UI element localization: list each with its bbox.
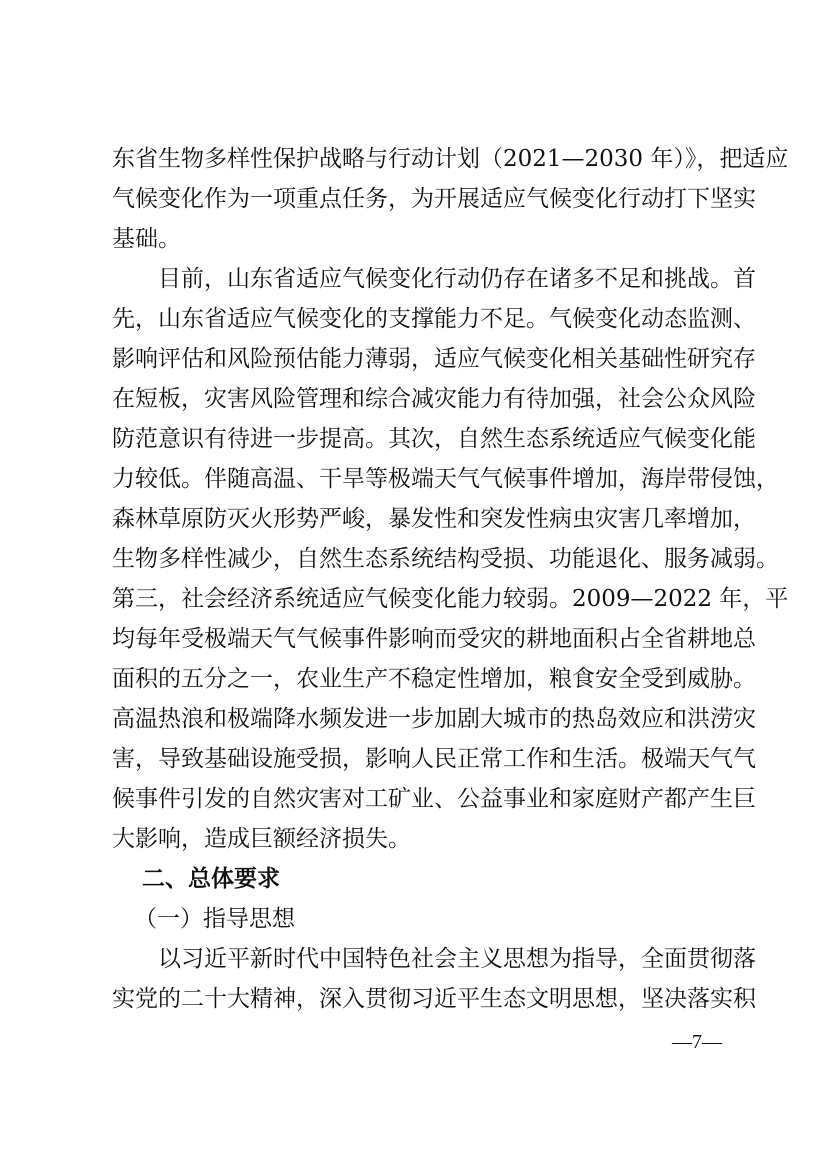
text-line: 目前，山东省适应气候变化行动仍存在诸多不足和挑战。首 <box>158 266 756 292</box>
text-line: 均每年受极端天气气候事件影响而受灾的耕地面积占全省耕地总 <box>112 626 756 652</box>
paragraph-guiding-thought <box>112 939 756 1019</box>
text-line: 生物多样性减少，自然生态系统结构受损、功能退化、服务减弱。 <box>112 546 779 572</box>
text-line: 面积的五分之一，农业生产不稳定性增加，粮食安全受到威胁。 <box>112 666 756 692</box>
text-line: 实党的二十大精神，深入贯彻习近平生态文明思想，坚决落实积 <box>112 986 756 1012</box>
page-number: —7— <box>672 1031 722 1053</box>
text-line: 影响评估和风险预估能力薄弱，适应气候变化相关基础性研究存 <box>112 346 756 372</box>
text-line: 东省生物多样性保护战略与行动计划（2021—2030 年）》，把适应 <box>112 146 789 172</box>
text-line: 气候变化作为一项重点任务，为开展适应气候变化行动打下坚实 <box>112 186 756 212</box>
text-line: 害，导致基础设施受损，影响人民正常工作和生活。极端天气气 <box>112 746 756 772</box>
text-line: 以习近平新时代中国特色社会主义思想为指导，全面贯彻落 <box>158 946 756 972</box>
subsection-heading: （一）指导思想 <box>134 906 295 932</box>
paragraph-challenges <box>112 259 789 859</box>
paragraph-intro-tail <box>112 139 789 259</box>
text-line: 森林草原防灭火形势严峻，暴发性和突发性病虫灾害几率增加， <box>112 506 756 532</box>
text-line: 第三，社会经济系统适应气候变化能力较弱。2009—2022 年，平 <box>112 586 789 612</box>
body-text <box>112 139 789 1019</box>
text-line: 高温热浪和极端降水频发进一步加剧大城市的热岛效应和洪涝灾 <box>112 706 756 732</box>
text-line: 在短板，灾害风险管理和综合减灾能力有待加强，社会公众风险 <box>112 386 756 412</box>
text-line: 大影响，造成巨额经济损失。 <box>112 826 411 852</box>
text-line: 基础。 <box>112 226 181 252</box>
text-line: 防范意识有待进一步提高。其次，自然生态系统适应气候变化能 <box>112 426 756 452</box>
text-line: 先，山东省适应气候变化的支撑能力不足。气候变化动态监测、 <box>112 306 756 332</box>
text-line: 力较低。伴随高温、干旱等极端天气气候事件增加，海岸带侵蚀， <box>112 466 779 492</box>
text-line: 候事件引发的自然灾害对工矿业、公益事业和家庭财产都产生巨 <box>112 786 756 812</box>
section-heading: 二、总体要求 <box>142 866 280 892</box>
